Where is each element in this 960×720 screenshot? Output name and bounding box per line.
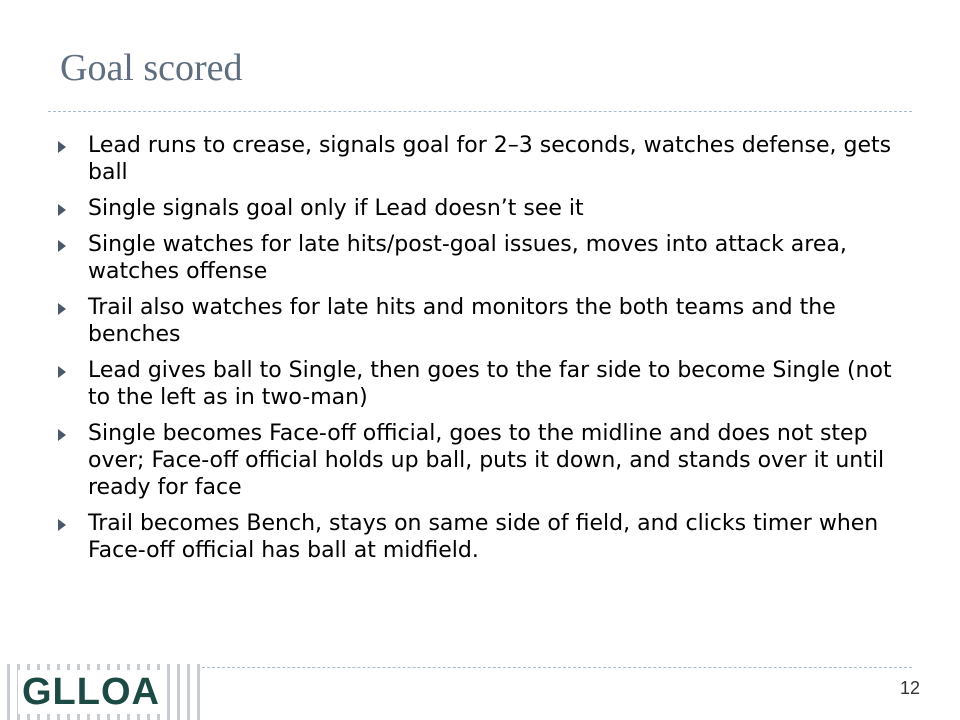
bullet-item <box>56 195 906 222</box>
title-divider <box>48 111 912 112</box>
page-number: 12 <box>899 678 920 698</box>
bullet-list <box>56 132 906 573</box>
glloa-logo: GLLOA <box>18 670 164 714</box>
bullet-item <box>56 294 906 348</box>
bullet-text: Trail also watches for late hits and monitors the both teams and the benches <box>88 295 836 347</box>
triangle-right-icon <box>58 303 66 315</box>
bullet-text: Single becomes Face-off official, goes to the midline and does not step over; Face-off official holds up ball, puts it down, and stands over it until ready for face <box>88 421 885 500</box>
bullet-item <box>56 357 906 411</box>
triangle-right-icon <box>58 204 66 216</box>
bullet-text: Single watches for late hits/post-goal issues, moves into attack area, watches offense <box>88 232 847 284</box>
bullet-text: Single signals goal only if Lead doesn’t see it <box>88 196 584 221</box>
bullet-item <box>56 510 906 564</box>
footer-divider <box>202 667 912 668</box>
bullet-item <box>56 231 906 285</box>
bullet-text: Lead runs to crease, signals goal for 2–3 seconds, watches defense, gets ball <box>88 133 892 185</box>
triangle-right-icon <box>58 366 66 378</box>
triangle-right-icon <box>58 429 66 441</box>
bullet-text: Trail becomes Bench, stays on same side of field, and clicks timer when Face-off official has ball at midfield. <box>88 511 879 563</box>
triangle-right-icon <box>58 141 66 153</box>
bullet-item <box>56 132 906 186</box>
triangle-right-icon <box>58 240 66 252</box>
triangle-right-icon <box>58 519 66 531</box>
bullet-text: Lead gives ball to Single, then goes to the far side to become Single (not to the left as in two-man) <box>88 358 892 410</box>
bullet-item <box>56 420 906 501</box>
slide-title: Goal scored <box>60 47 243 89</box>
